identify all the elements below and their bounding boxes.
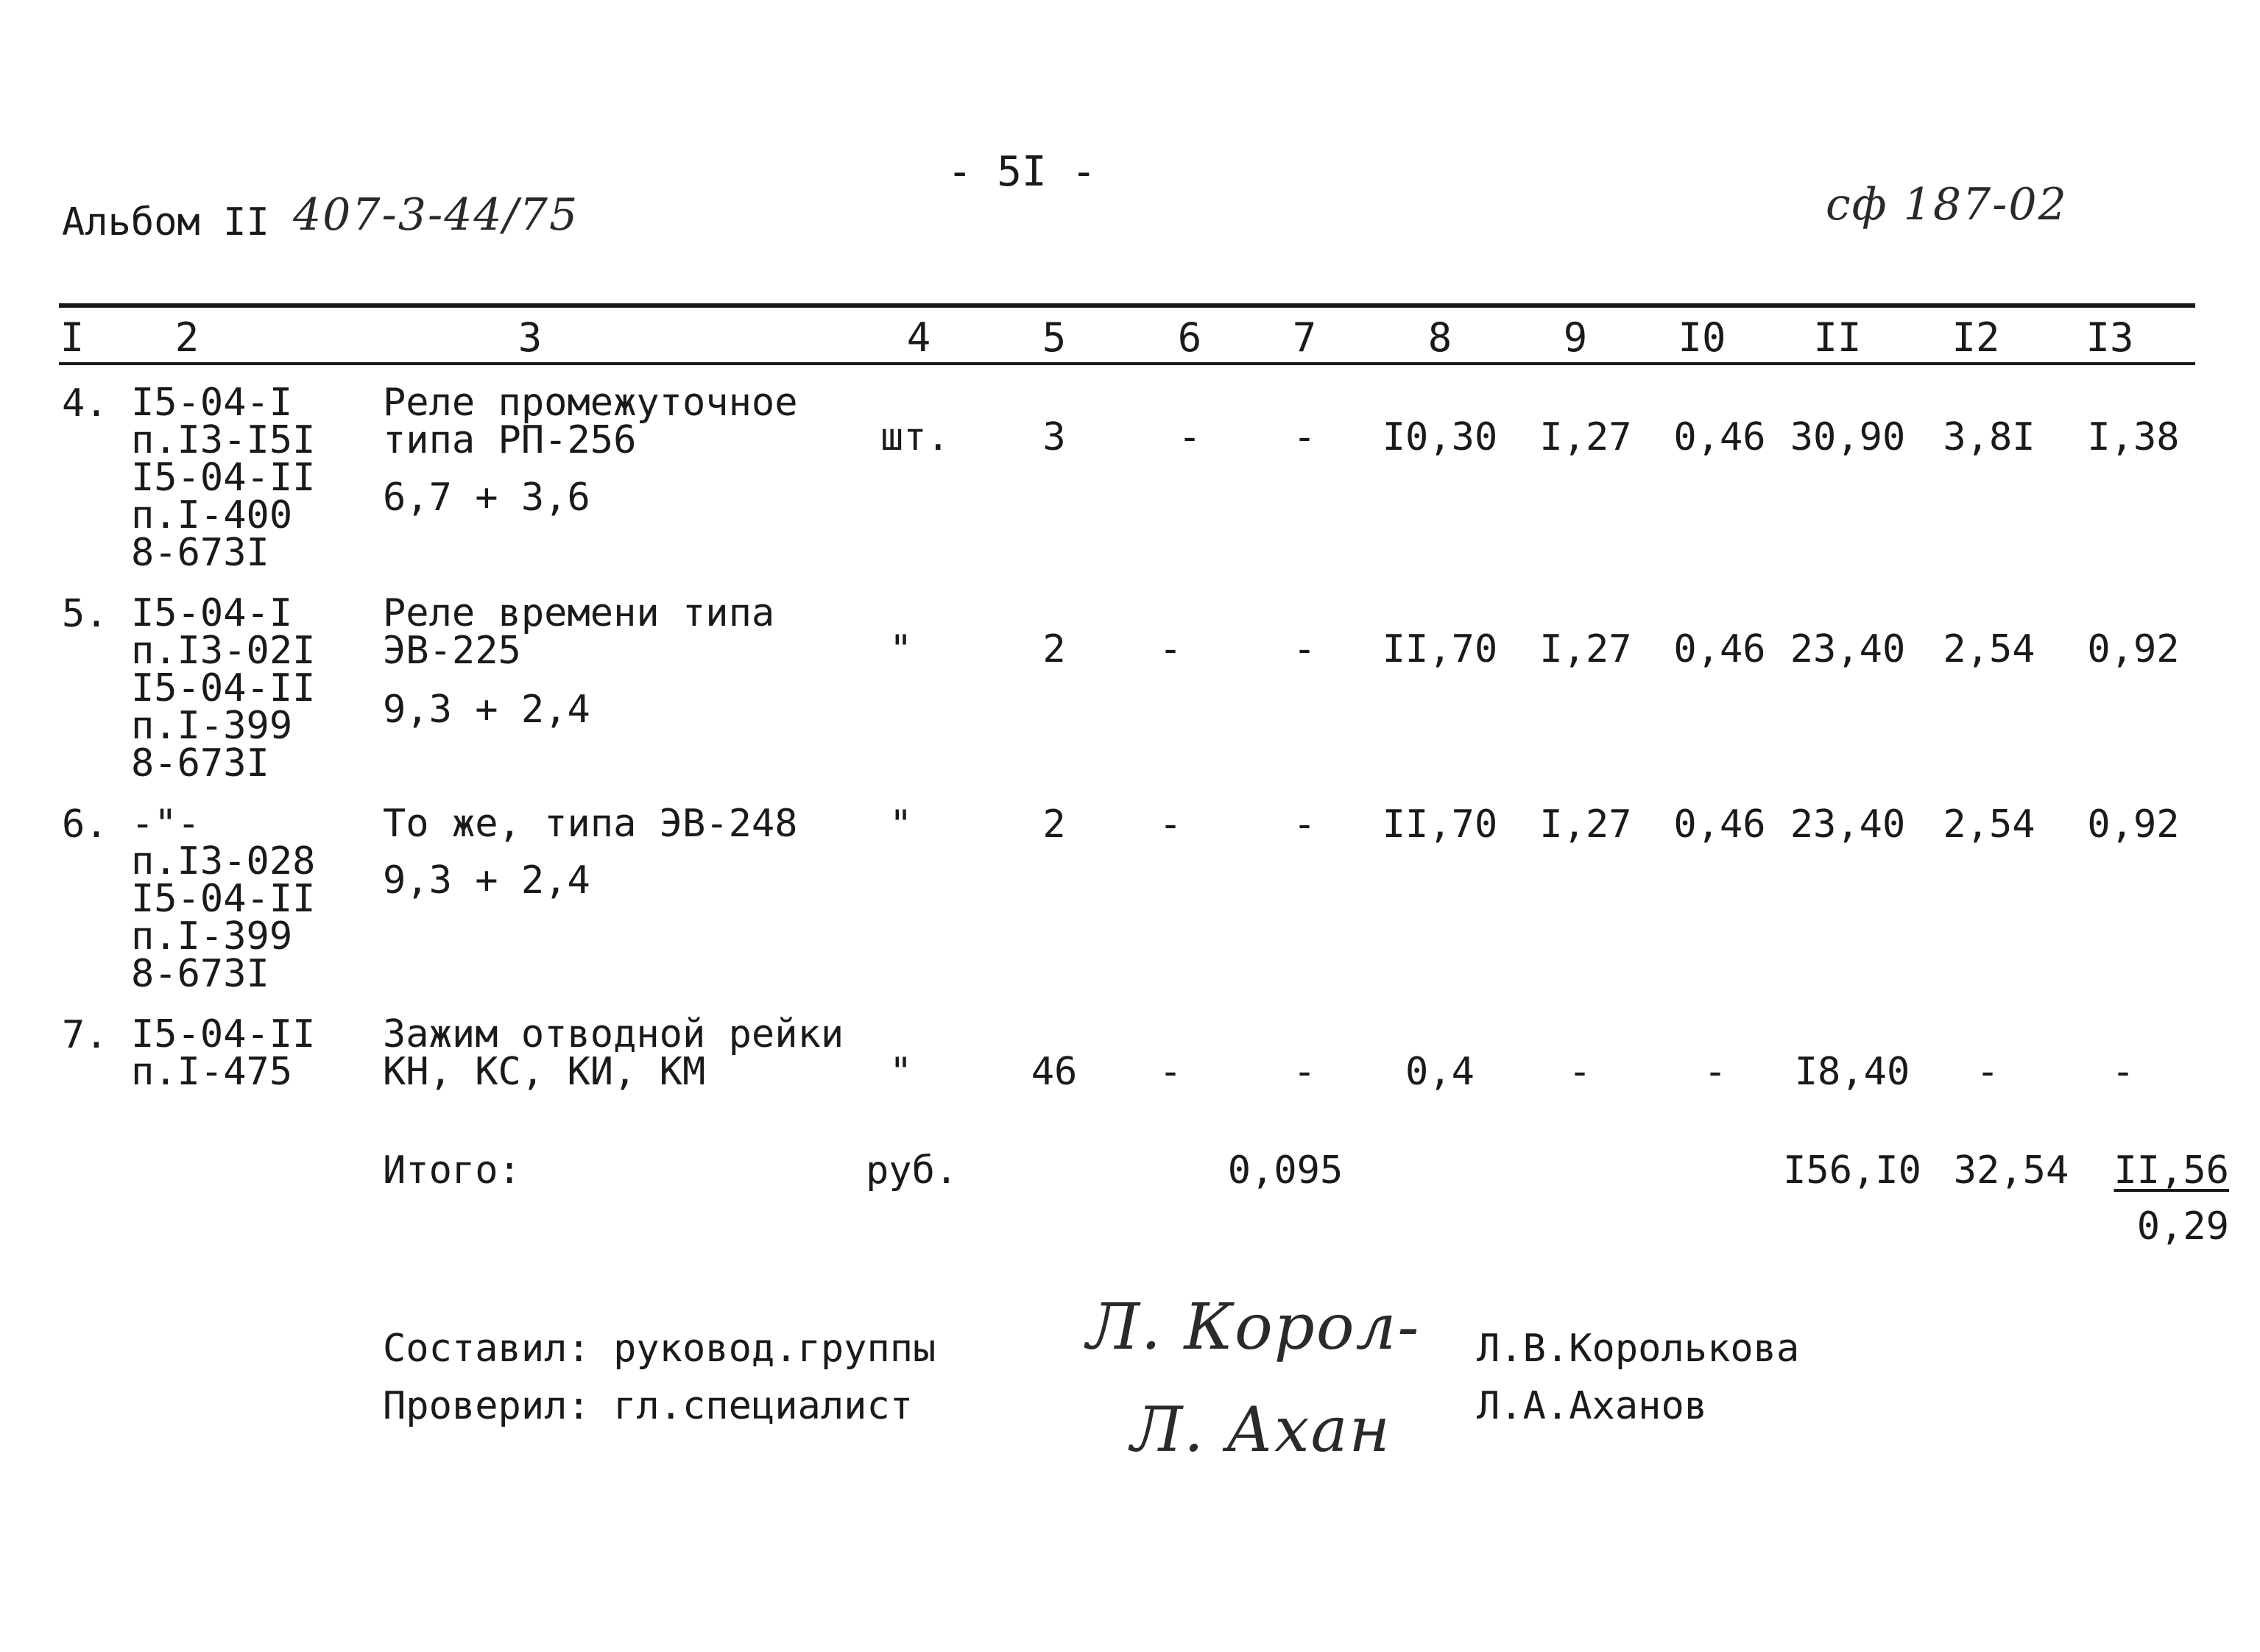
code-line: п.I-399 bbox=[131, 704, 293, 748]
row-col11: I8,40 bbox=[1794, 1050, 1910, 1094]
page-number: - 5I - bbox=[947, 148, 1097, 196]
code-line: -"- bbox=[131, 802, 200, 846]
row-unit: шт. bbox=[880, 415, 950, 459]
row-col12: 2,54 bbox=[1943, 802, 2035, 847]
checked-label: Проверил: гл.специалист bbox=[383, 1384, 914, 1428]
table-header-rule bbox=[59, 362, 2195, 365]
col-header: I3 bbox=[2086, 314, 2134, 361]
col-header: 9 bbox=[1563, 314, 1588, 361]
row-col11: 23,40 bbox=[1790, 627, 1906, 671]
row-qty: 46 bbox=[1031, 1050, 1078, 1094]
code-line: п.I3-02I bbox=[131, 629, 316, 673]
code-line: 8-673I bbox=[131, 531, 269, 575]
row-codes bbox=[131, 1012, 316, 1094]
code-line: п.I3-I5I bbox=[131, 418, 316, 462]
row-col7: - bbox=[1293, 1050, 1316, 1094]
row-col8: II,70 bbox=[1382, 802, 1498, 847]
name-line: ЭВ-225 bbox=[383, 629, 521, 673]
row-codes bbox=[131, 381, 316, 575]
col-header: 7 bbox=[1292, 314, 1317, 361]
code-line: I5-04-I bbox=[131, 591, 293, 635]
col-header: I0 bbox=[1678, 314, 1726, 361]
row-number: 4. bbox=[62, 381, 108, 426]
row-qty: 2 bbox=[1042, 802, 1066, 847]
sheet-code: сф 187-02 bbox=[1826, 179, 2068, 230]
row-name bbox=[383, 591, 775, 673]
name-line: Зажим отводной рейки bbox=[383, 1012, 844, 1056]
code-line: I5-04-II bbox=[131, 1012, 316, 1056]
row-col12: 3,8I bbox=[1943, 415, 2035, 459]
row-col10: 0,46 bbox=[1673, 802, 1766, 847]
row-formula: 6,7 + 3,6 bbox=[383, 476, 590, 520]
signature-checked: Л. Ахан bbox=[1131, 1394, 1391, 1466]
row-col13: I,38 bbox=[2087, 415, 2180, 459]
code-line: п.I-475 bbox=[131, 1050, 293, 1094]
row-col13: 0,92 bbox=[2087, 802, 2180, 847]
row-col8: II,70 bbox=[1382, 627, 1498, 671]
row-name bbox=[383, 1012, 844, 1094]
row-unit: " bbox=[889, 627, 913, 671]
code-line: I5-04-II bbox=[131, 666, 316, 710]
row-col13: 0,92 bbox=[2087, 627, 2180, 671]
row-unit: " bbox=[889, 1050, 913, 1094]
col-header: 4 bbox=[906, 314, 931, 361]
row-codes bbox=[131, 591, 316, 786]
row-col6: - bbox=[1159, 802, 1182, 847]
name-line: То же, типа ЭВ-248 bbox=[383, 802, 798, 846]
compiled-label: Составил: руковод.группы bbox=[383, 1327, 936, 1371]
row-col9: I,27 bbox=[1539, 627, 1632, 671]
code-line: I5-04-I bbox=[131, 381, 293, 425]
total-unit: руб. bbox=[866, 1148, 958, 1193]
name-line: КН, КС, КИ, КМ bbox=[383, 1050, 706, 1094]
row-col12: - bbox=[1976, 1050, 1999, 1094]
table-top-rule bbox=[59, 303, 2195, 308]
name-line: Реле промежуточное bbox=[383, 381, 798, 425]
album-label: Альбом II bbox=[62, 200, 269, 244]
row-formula: 9,3 + 2,4 bbox=[383, 858, 590, 903]
row-name bbox=[383, 381, 798, 462]
total-col11: I56,I0 bbox=[1783, 1148, 1921, 1193]
col-header: 3 bbox=[518, 314, 543, 361]
code-line: 8-673I bbox=[131, 741, 269, 786]
code-line: п.I-400 bbox=[131, 493, 293, 537]
total-col13-top: II,56 bbox=[2114, 1148, 2229, 1193]
row-unit: " bbox=[889, 802, 913, 847]
album-code: 407-3-44/75 bbox=[293, 189, 579, 241]
row-number: 7. bbox=[62, 1013, 108, 1057]
name-line: Реле времени типа bbox=[383, 591, 775, 635]
row-qty: 3 bbox=[1042, 415, 1066, 459]
row-qty: 2 bbox=[1042, 627, 1066, 671]
code-line: п.I3-028 bbox=[131, 839, 316, 883]
col-header: 2 bbox=[174, 314, 199, 361]
row-col9: I,27 bbox=[1539, 415, 1632, 459]
name-line: типа РП-256 bbox=[383, 418, 637, 462]
row-codes bbox=[131, 802, 316, 996]
col-header: I2 bbox=[1952, 314, 2000, 361]
code-line: I5-04-II bbox=[131, 456, 316, 500]
row-number: 6. bbox=[62, 802, 108, 847]
row-col9: I,27 bbox=[1539, 802, 1632, 847]
col-header: I bbox=[60, 314, 85, 361]
row-col7: - bbox=[1293, 802, 1316, 847]
total-coef: 0,095 bbox=[1227, 1148, 1343, 1193]
row-col10: 0,46 bbox=[1673, 627, 1766, 671]
code-line: п.I-399 bbox=[131, 914, 293, 959]
row-col6: - bbox=[1159, 1050, 1182, 1094]
row-col6: - bbox=[1159, 627, 1182, 671]
row-col11: 23,40 bbox=[1790, 802, 1906, 847]
col-header: 5 bbox=[1042, 314, 1067, 361]
total-label: Итого: bbox=[383, 1148, 521, 1193]
row-formula: 9,3 + 2,4 bbox=[383, 688, 590, 732]
row-col8: I0,30 bbox=[1382, 415, 1498, 459]
row-col9: - bbox=[1568, 1050, 1592, 1094]
row-col7: - bbox=[1293, 627, 1316, 671]
compiled-name: Л.В.Королькова bbox=[1477, 1327, 1800, 1371]
col-header: 8 bbox=[1427, 314, 1452, 361]
code-line: I5-04-II bbox=[131, 877, 316, 921]
row-col7: - bbox=[1293, 415, 1316, 459]
row-name bbox=[383, 802, 798, 846]
row-col12: 2,54 bbox=[1943, 627, 2035, 671]
row-col10: - bbox=[1703, 1050, 1727, 1094]
checked-name: Л.А.Аханов bbox=[1477, 1384, 1708, 1428]
code-line: 8-673I bbox=[131, 952, 269, 996]
row-col10: 0,46 bbox=[1673, 415, 1766, 459]
row-col13: - bbox=[2111, 1050, 2135, 1094]
total-col13-bottom: 0,29 bbox=[2136, 1204, 2229, 1249]
row-number: 5. bbox=[62, 592, 108, 636]
col-header: II bbox=[1813, 314, 1862, 361]
col-header: 6 bbox=[1177, 314, 1202, 361]
total-col12: 32,54 bbox=[1953, 1148, 2069, 1193]
signature-compiled: Л. Корол- bbox=[1087, 1291, 1421, 1364]
row-col11: 30,90 bbox=[1790, 415, 1906, 459]
row-col8: 0,4 bbox=[1405, 1050, 1475, 1094]
row-col6: - bbox=[1178, 415, 1201, 459]
